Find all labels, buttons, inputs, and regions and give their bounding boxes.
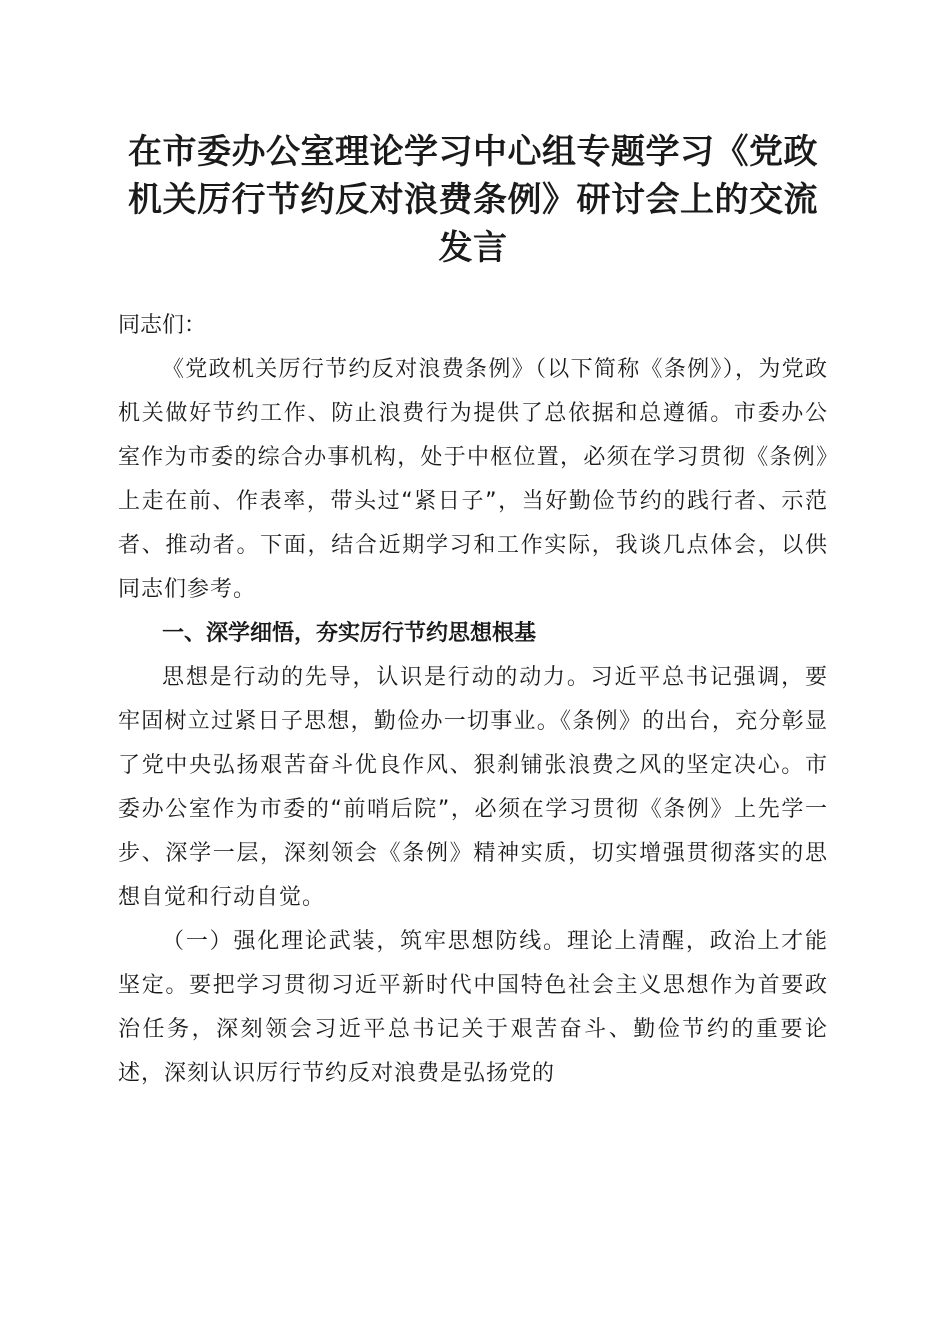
salutation: 同志们： bbox=[118, 313, 207, 338]
document-title: 在市委办公室理论学习中心组专题学习《党政机关厉行节约反对浪费条例》研讨会上的交流发言 bbox=[128, 132, 818, 268]
section-1-subparagraph: （一）强化理论武装，筑牢思想防线。理论上清醒，政治上才能坚定。要把学习贯彻习近平新时代中国特色社会主义思想作为首要政治任务，深刻领会习近平总书记关于艰苦奋斗、勤俭节约的重要论述，深刻认识厉行节约反对浪费是弘扬党的 bbox=[118, 929, 828, 1086]
intro-paragraph: 《党政机关厉行节约反对浪费条例》（以下简称《条例》），为党政机关做好节约工作、防止浪费行为提供了总依据和总遵循。市委办公室作为市委的综合办事机构，处于中枢位置，必须在学习贯彻《条例》上走在前、作表率，带头过“紧日子”，当好勤俭节约的践行者、示范者、推动者。下面，结合近期学习和工作实际，我谈几点体会，以供同志们参考。 bbox=[118, 357, 828, 602]
document-page bbox=[118, 128, 828, 1096]
section-1-paragraph: 思想是行动的先导，认识是行动的动力。习近平总书记强调，要牢固树立过紧日子思想，勤俭办一切事业。《条例》的出台，充分彰显了党中央弘扬艰苦奋斗优良作风、狠刹铺张浪费之风的坚定决心。市委办公室作为市委的“前哨后院”，必须在学习贯彻《条例》上先学一步、深学一层，深刻领会《条例》精神实质，切实增强贯彻落实的思想自觉和行动自觉。 bbox=[118, 665, 828, 910]
section-heading-1: 一、深学细悟，夯实厉行节约思想根基 bbox=[162, 621, 537, 646]
